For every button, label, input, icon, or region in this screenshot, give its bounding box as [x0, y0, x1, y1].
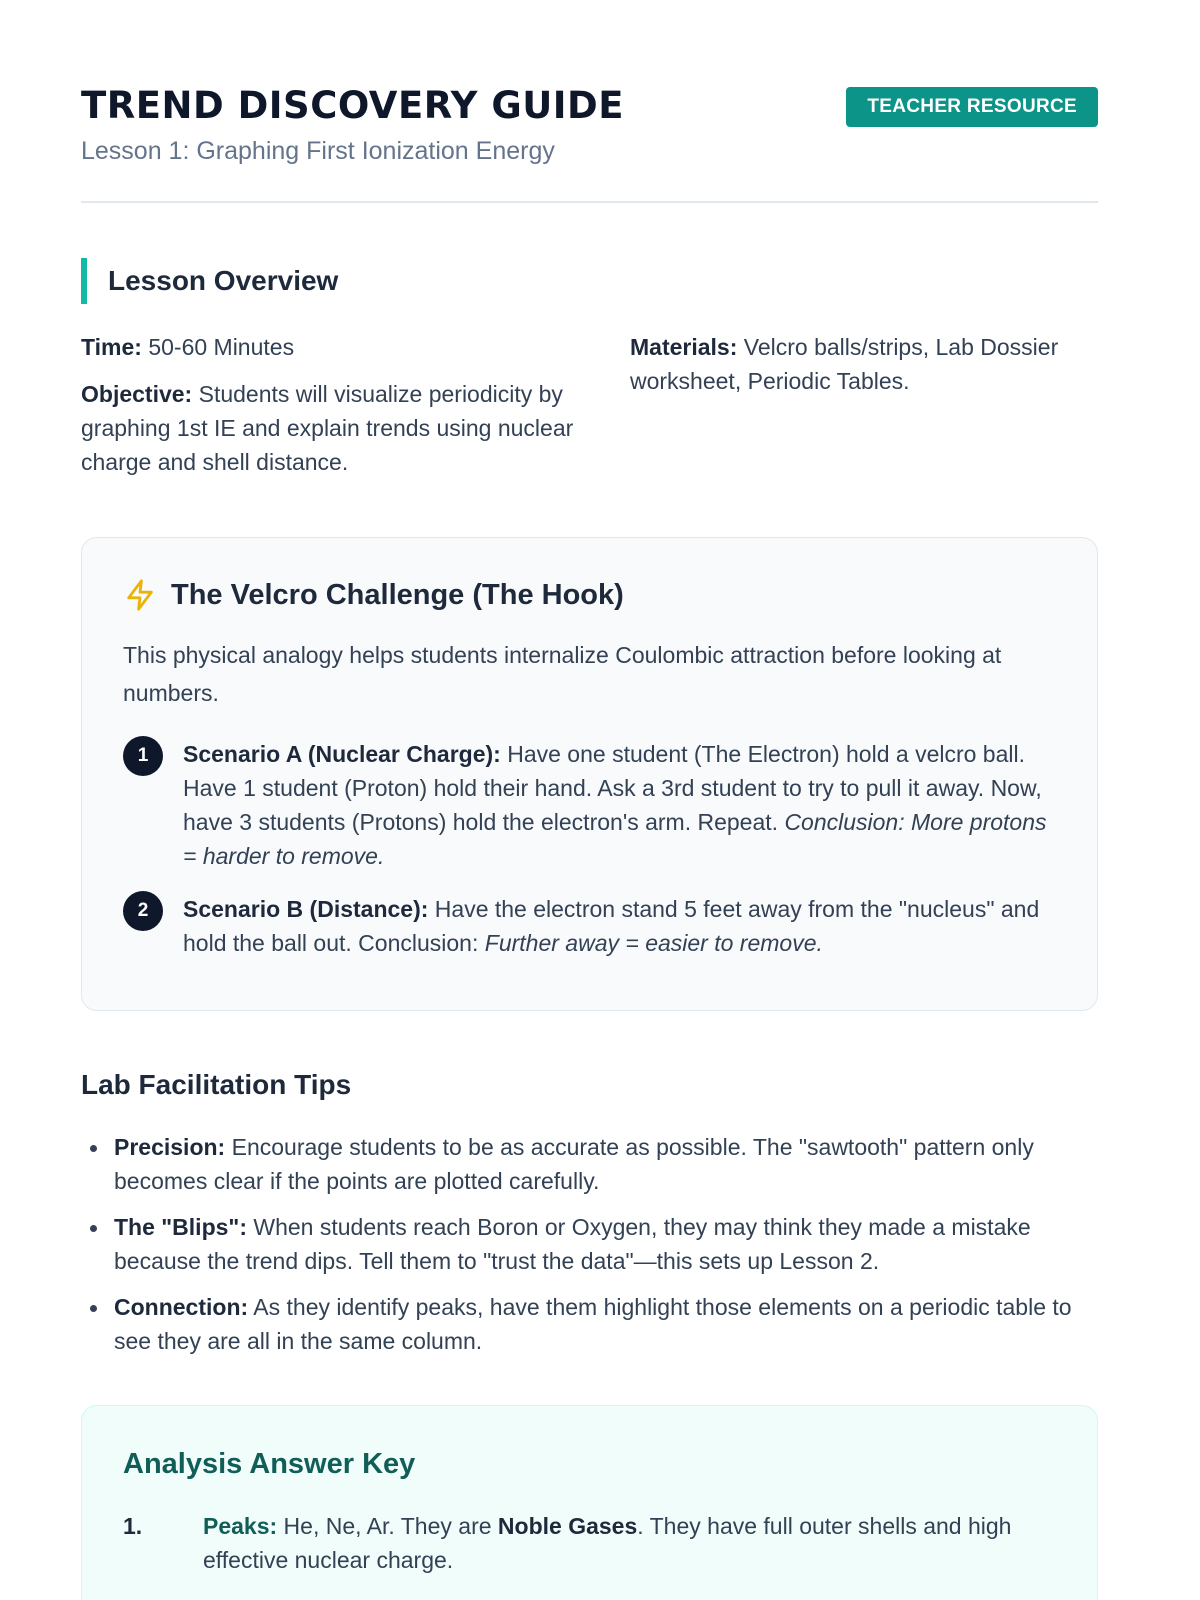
time-value: 50-60 Minutes [141, 334, 295, 360]
section-heading [81, 258, 1098, 304]
teacher-resource-badge: TEACHER RESOURCE [846, 87, 1098, 127]
lesson-overview-section [81, 258, 1098, 492]
answer-body-b: . They have full outer shells and high effective nuclear charge. [203, 1513, 1012, 1573]
overview-left-column [81, 330, 630, 492]
answer-key-title: Analysis Answer Key [123, 1448, 416, 1480]
materials-label: Materials: [630, 334, 738, 360]
list-item [81, 1290, 1098, 1358]
step-number-badge: 2 [123, 891, 163, 931]
answer-text [203, 1509, 1056, 1577]
tip-label: Connection: [114, 1294, 249, 1320]
step-item [123, 891, 1056, 960]
page-title: TREND DISCOVERY GUIDE [81, 84, 625, 127]
hook-card [81, 537, 1098, 1011]
list-item [81, 1130, 1098, 1198]
objective-label: Objective: [81, 381, 193, 407]
step-body: Have one student (The Electron) hold a velcro ball. Have 1 student (Proton) hold their hand. Ask a 3rd student to try to pull it away. Now, have 3 students (Protons) hold the electron's arm. Repeat. [183, 741, 1042, 835]
answer-key-card [81, 1405, 1098, 1600]
step-item [123, 736, 1056, 873]
tip-text: As they identify peaks, have them highlight those elements on a periodic table to see they are all in the same column. [114, 1294, 1072, 1354]
hook-card-header [123, 578, 1056, 612]
list-item [81, 1210, 1098, 1278]
overview-right-column [630, 330, 1098, 492]
answer-body-a: He, Ne, Ar. They are [277, 1513, 498, 1539]
time-label: Time: [81, 334, 142, 360]
objective-value: Students will visualize periodicity by graphing 1st IE and explain trends using nuclear charge and shell distance. [81, 381, 574, 475]
materials-line [630, 330, 1098, 398]
hook-steps [123, 736, 1056, 960]
page-subtitle: Lesson 1: Graphing First Ionization Energy [81, 137, 555, 165]
tip-label: The "Blips": [114, 1214, 247, 1240]
step-text [183, 736, 1056, 873]
answer-item [123, 1509, 1056, 1577]
tips-list [81, 1130, 1098, 1358]
hook-intro: This physical analogy helps students internalize Coulombic attraction before looking at numbers. [123, 642, 1002, 706]
answer-lead: Peaks: [203, 1513, 278, 1539]
step-number-badge: 1 [123, 736, 163, 776]
step-label: Scenario A (Nuclear Charge): [183, 741, 501, 767]
step-conclusion: Further away = easier to remove. [484, 930, 823, 956]
accent-bar [81, 258, 87, 304]
tip-text: When students reach Boron or Oxygen, they may think they made a mistake because the trend dips. Tell them to "trust the data"—this sets up Lesson 2. [114, 1214, 1031, 1274]
step-label: Scenario B (Distance): [183, 896, 429, 922]
lesson-overview-title: Lesson Overview [108, 265, 339, 296]
answer-number: 1. [123, 1513, 143, 1539]
hook-title: The Velcro Challenge (The Hook) [171, 578, 624, 611]
overview-columns [81, 330, 1098, 492]
step-conclusion: Conclusion: More protons = harder to remove. [183, 809, 1047, 869]
step-body: Have the electron stand 5 feet away from the "nucleus" and hold the ball out. Conclusion: [183, 896, 1040, 956]
tips-title: Lab Facilitation Tips [81, 1069, 352, 1100]
tip-label: Precision: [114, 1134, 226, 1160]
document-header [81, 0, 1098, 203]
answer-bold: Noble Gases [497, 1513, 638, 1539]
materials-value: Velcro balls/strips, Lab Dossier worksheet, Periodic Tables. [630, 334, 1059, 394]
answer-list [123, 1509, 1056, 1577]
step-text [183, 891, 1056, 960]
time-line [81, 330, 630, 364]
tip-text: Encourage students to be as accurate as possible. The "sawtooth" pattern only becomes clear if the points are plotted carefully. [114, 1134, 1034, 1194]
objective-line [81, 377, 630, 479]
lightning-icon [123, 578, 157, 612]
facilitation-tips-section [81, 1069, 1098, 1358]
